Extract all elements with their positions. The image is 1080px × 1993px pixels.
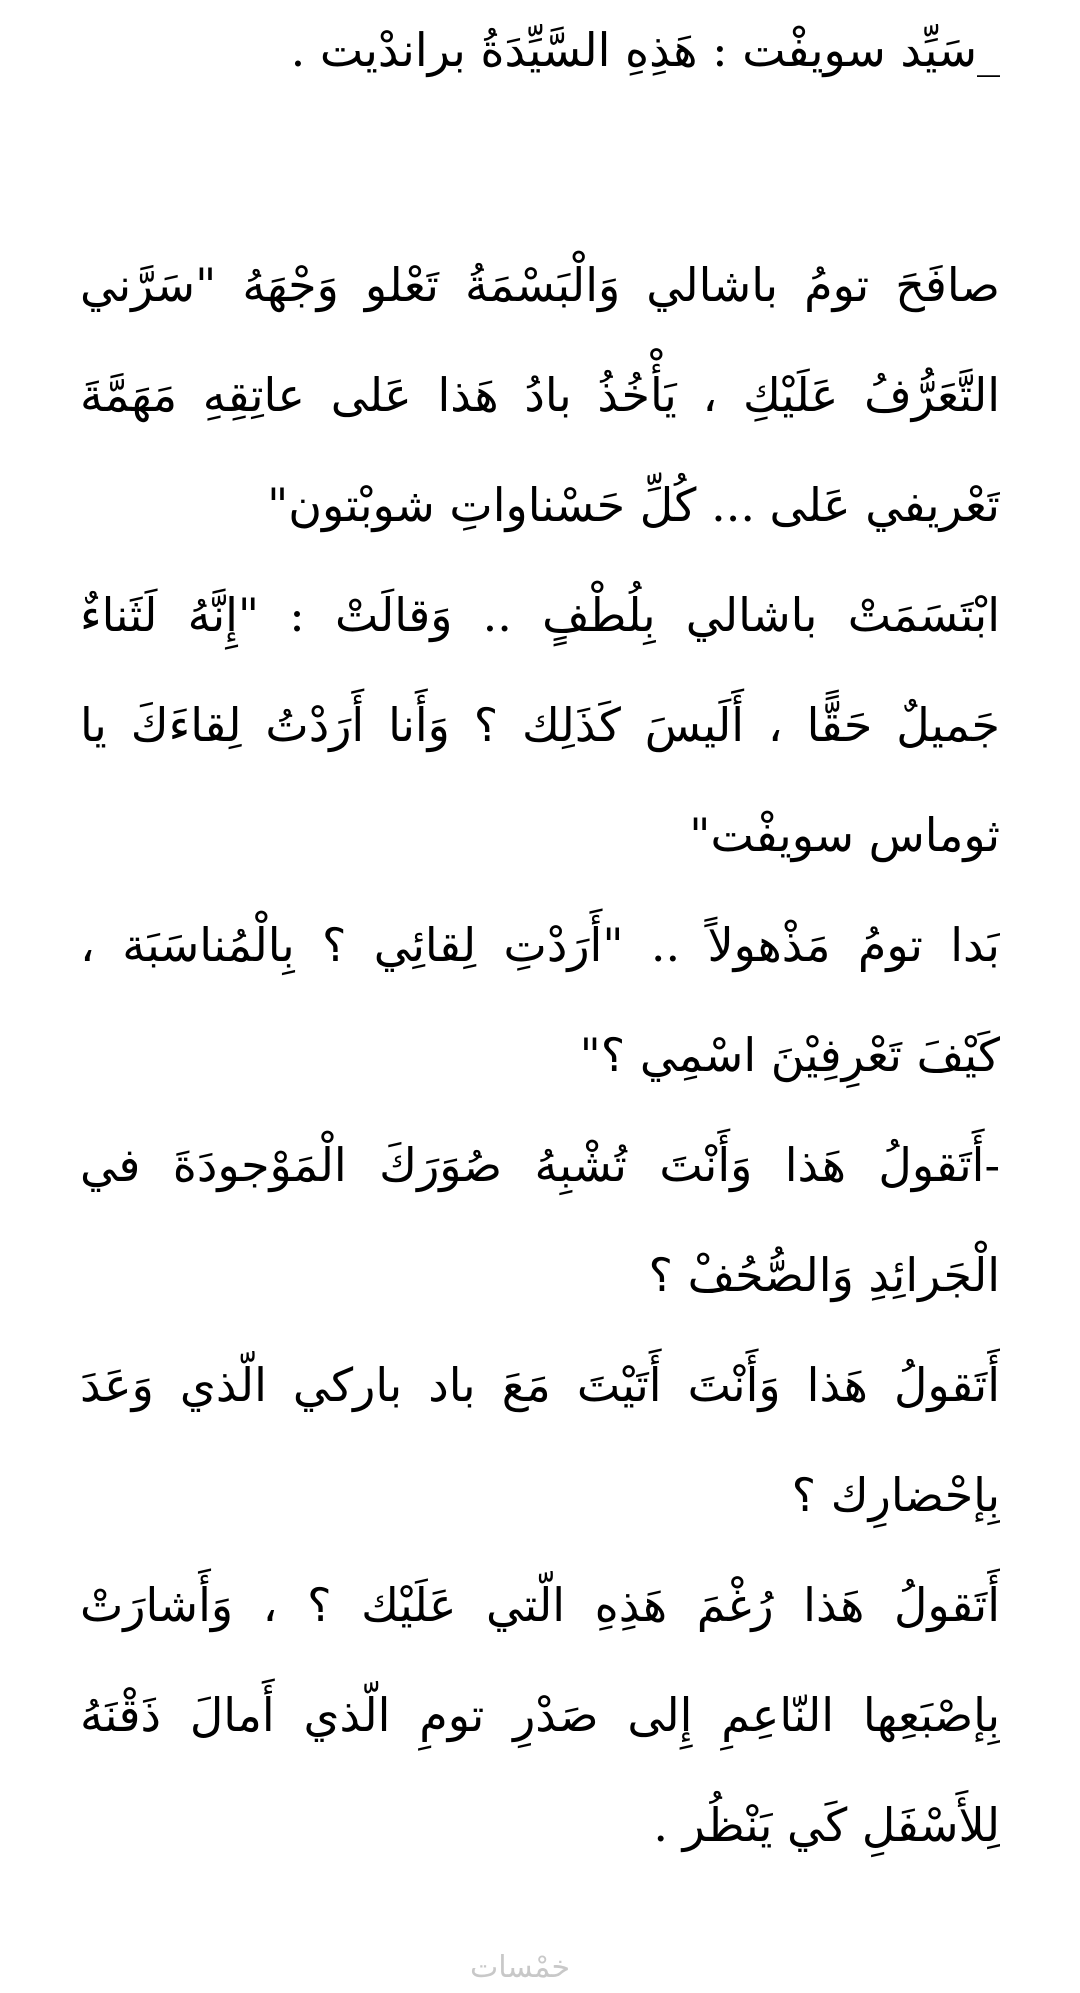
- text-line: بِإصْبَعِها النّاعِمِ إِلى صَدْرِ تومِ الّذي أَمالَ ذَقْنَهُ: [80, 1688, 1000, 1742]
- text-line: التَّعَرُّفُ عَلَيْكِ ، يَأْخُذُ بادُ هَذا عَلى عاتِقِهِ مَهَمَّةَ: [80, 368, 1000, 422]
- text-line: بِإحْضارِك ؟: [791, 1468, 1000, 1522]
- text-line: ثوماس سويفْت": [689, 808, 1000, 862]
- text-line: _سَيِّد سويفْت : هَذِهِ السَّيِّدَةُ براندْيت .: [290, 23, 1000, 77]
- text-line: -أَتَقولُ هَذا وَأَنْتَ تُشْبِهُ صُوَرَكَ الْمَوْجودَةَ في: [80, 1138, 1000, 1192]
- text-line: أَتَقولُ هَذا رُغْمَ هَذِهِ الّتي عَلَيْك ؟ ، وَأَشارَتْ: [80, 1578, 1000, 1632]
- text-line: لِلأَسْفَلِ كَي يَنْظُر .: [653, 1798, 1000, 1852]
- text-line: جَميلٌ حَقًّا ، أَلَيسَ كَذَلِك ؟ وَأَنا أَرَدْتُ لِقاءَكَ يا: [80, 698, 1000, 752]
- text-line: بَدا تومُ مَذْهولاً .. "أَرَدْتِ لِقائِي ؟ بِالْمُناسَبَة ،: [80, 918, 1000, 972]
- text-line: ابْتَسَمَتْ باشالي بِلُطْفٍ .. وَقالَتْ : "إِنَّهُ لَثَناءٌ: [80, 588, 1000, 642]
- text-line: صافَحَ تومُ باشالي وَالْبَسْمَةُ تَعْلو وَجْهَهُ "سَرَّني: [80, 258, 1000, 312]
- text-line: الْجَرائِدِ وَالصُّحُفْ ؟: [648, 1248, 1000, 1302]
- text-line: تَعْريفي عَلى ... كُلِّ حَسْناواتِ شوبْتون": [267, 478, 1000, 532]
- watermark-logo: خمْسات: [470, 1950, 571, 1985]
- text-line: كَيْفَ تَعْرِفِيْنَ اسْمِي ؟": [579, 1028, 1000, 1082]
- text-line: أَتَقولُ هَذا وَأَنْتَ أَتَيْتَ مَعَ باد باركي الّذي وَعَدَ: [80, 1358, 1000, 1412]
